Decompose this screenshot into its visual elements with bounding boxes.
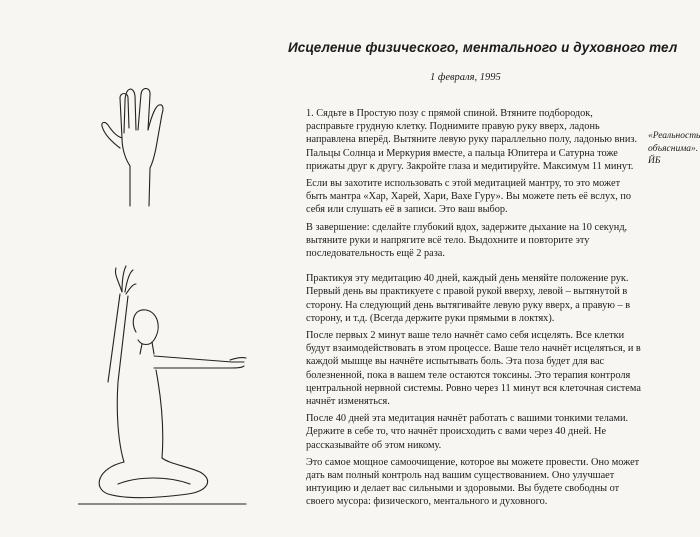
hand-palm (122, 138, 130, 206)
extended-arm (154, 356, 232, 368)
hand-mudra-illustration (98, 78, 178, 218)
paragraph-instructions: 1. Сядьте в Простую позу с прямой спиной. Втяните подбородок, расправьте грудную клетку. Поднимите правую руку вверх, ладонь направлена вперёд. Вытяните левую руку параллельно полу, ладонью вниз. Пальцы Солнца и Меркурия вместе, а пальца Юпитера и Сатурна тоже прижаты друг к другу. Закройте глаза и медитируйте. Максимум 11 минут. (306, 108, 638, 172)
head (133, 310, 158, 345)
torso (117, 370, 163, 462)
date: 1 февраля, 1995 (430, 72, 501, 83)
paragraph-healing: После первых 2 минут ваше тело начнёт само себя исцелять. Все клетки будут взаимодействовать в этом процессе. Ваше тело начнёт исцеляться, и в каждой мышце вы начнёте испытывать боль. Эта поза будет для вас болезненной, пока в вашем теле остаются токсины. Это терапия контроля центральной нервной системы. Ровно через 11 минут вся клеточная система начнёт изменяться. (306, 330, 641, 408)
page-title: Исцеление физического, ментального и духовного тел (288, 40, 678, 55)
side-quote-line1: «Реальность (648, 131, 700, 141)
paragraph-mantra: Если вы захотите использовать с этой медитацией мантру, то это может быть мантра «Хар, Харей, Хари, Вахе Гуру». Вы можете петь её вслух, по себя или слушать её в записи. Это ваш выбор. (306, 178, 632, 216)
raised-hand (115, 266, 136, 294)
seated-meditation-pose-illustration (78, 262, 248, 532)
paragraph-practice: Практикуя эту медитацию 40 дней, каждый день меняйте положение рук. Первый день вы практикуете с правой рукой вверху, левой – вытянутой в сторону. На следующий день вытягивайте левую руку вверх, а правую – в сторону, и т.д. (Всегда держите руки прямыми в локтях). (306, 273, 631, 324)
body-text (306, 107, 642, 513)
side-quote-author: ЙБ (648, 156, 661, 166)
hand-ring-little (138, 88, 150, 130)
raised-arm (108, 294, 128, 382)
hand-thumb (102, 122, 122, 148)
extended-hand (230, 358, 246, 368)
paragraph-cleansing: Это самое мощное самоочищение, которое вы можете провести. Оно может дать вам полный контроль над вашим существованием. Оно улучшает интуицию и делает вас сильными и здоровыми. Вы будете свободны от своего мусора: физического, ментального и духовного. (306, 456, 640, 508)
side-quote (648, 130, 700, 168)
paragraph-subtle-bodies: После 40 дней эта медитация начнёт работать с вашими тонкими телами. Держите в себе то, что начнёт происходить с вами через 40 дней. Не рассказывайте об этом никому. (306, 413, 629, 451)
side-quote-line2: объяснима». (648, 143, 699, 154)
paragraph-closing: В завершение: сделайте глубокий вдох, задержите дыхание на 10 секунд, вытяните руки и напрягите всё тело. Выдохните и повторите эту последовательность ещё 2 раза. (306, 221, 628, 260)
